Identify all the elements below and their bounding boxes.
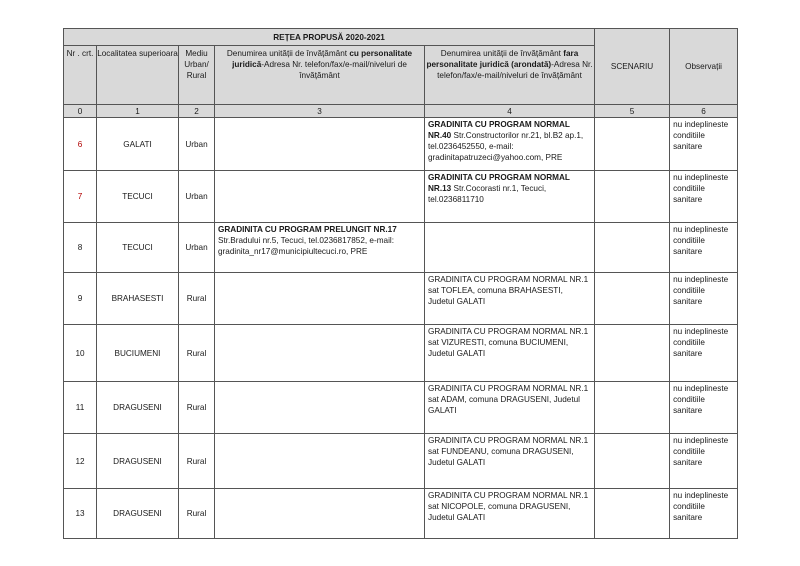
row-observatii: nu indeplineste conditiile sanitare bbox=[670, 223, 738, 273]
row-scenariu bbox=[595, 171, 670, 223]
row-mediu: Rural bbox=[179, 273, 215, 325]
row-localitatea: DRAGUSENI bbox=[97, 489, 179, 539]
table-row bbox=[64, 382, 738, 434]
network-table bbox=[63, 28, 738, 539]
row-localitatea: DRAGUSENI bbox=[97, 434, 179, 489]
row-unit-pj bbox=[215, 118, 425, 171]
row-localitatea: BUCIUMENI bbox=[97, 325, 179, 382]
header-mediu: Mediu Urban/ Rural bbox=[179, 46, 215, 105]
column-number: 3 bbox=[215, 105, 425, 118]
row-number: 9 bbox=[64, 273, 97, 325]
row-number: 10 bbox=[64, 325, 97, 382]
row-scenariu bbox=[595, 223, 670, 273]
header-unit-pj: Denumirea unității de învățământ cu personalitate juridică-Adresa Nr. telefon/fax/e-mail/niveluri de învățământ bbox=[215, 46, 425, 105]
row-mediu: Urban bbox=[179, 171, 215, 223]
table-row bbox=[64, 118, 738, 171]
row-unit-pj: GRADINITA CU PROGRAM PRELUNGIT NR.17 Str.Bradului nr.5, Tecuci, tel.0236817852, e-mail: gradinita_nr17@municipiultecuci.ro, PRE bbox=[215, 223, 425, 273]
row-scenariu bbox=[595, 489, 670, 539]
row-unit-pj bbox=[215, 171, 425, 223]
row-scenariu bbox=[595, 273, 670, 325]
header-nr: Nr . crt. bbox=[64, 46, 97, 105]
row-unit-pj bbox=[215, 273, 425, 325]
row-localitatea: DRAGUSENI bbox=[97, 382, 179, 434]
row-unit-pj bbox=[215, 325, 425, 382]
table-row bbox=[64, 273, 738, 325]
row-unit-arondata: GRADINITA CU PROGRAM NORMAL NR.1 sat FUNDEANU, comuna DRAGUSENI, Judetul GALATI bbox=[425, 434, 595, 489]
column-number: 5 bbox=[595, 105, 670, 118]
table-title: REȚEA PROPUSĂ 2020-2021 bbox=[64, 29, 595, 46]
row-unit-arondata: GRADINITA CU PROGRAM NORMAL NR.13 Str.Cocorasti nr.1, Tecuci, tel.0236811710 bbox=[425, 171, 595, 223]
row-unit-arondata: GRADINITA CU PROGRAM NORMAL NR.1 sat ADAM, comuna DRAGUSENI, Judetul GALATI bbox=[425, 382, 595, 434]
column-number: 2 bbox=[179, 105, 215, 118]
header-localitatea: Localitatea superioara bbox=[97, 46, 179, 105]
row-number: 13 bbox=[64, 489, 97, 539]
header-observatii: Observații bbox=[670, 29, 738, 105]
table-row bbox=[64, 434, 738, 489]
row-observatii: nu indeplineste conditiile sanitare bbox=[670, 489, 738, 539]
column-number: 4 bbox=[425, 105, 595, 118]
row-unit-arondata: GRADINITA CU PROGRAM NORMAL NR.1 sat TOFLEA, comuna BRAHASESTI, Judetul GALATI bbox=[425, 273, 595, 325]
row-scenariu bbox=[595, 434, 670, 489]
row-localitatea: BRAHASESTI bbox=[97, 273, 179, 325]
column-number-row bbox=[64, 105, 738, 118]
row-number: 6 bbox=[64, 118, 97, 171]
row-number: 7 bbox=[64, 171, 97, 223]
row-number: 11 bbox=[64, 382, 97, 434]
row-number: 8 bbox=[64, 223, 97, 273]
row-number: 12 bbox=[64, 434, 97, 489]
row-observatii: nu indeplineste conditiile sanitare bbox=[670, 325, 738, 382]
row-localitatea: TECUCI bbox=[97, 223, 179, 273]
row-scenariu bbox=[595, 382, 670, 434]
row-mediu: Urban bbox=[179, 118, 215, 171]
row-unit-pj bbox=[215, 489, 425, 539]
row-mediu: Urban bbox=[179, 223, 215, 273]
row-localitatea: GALATI bbox=[97, 118, 179, 171]
row-observatii: nu indeplineste conditiile sanitare bbox=[670, 434, 738, 489]
row-unit-arondata: GRADINITA CU PROGRAM NORMAL NR.1 sat VIZURESTI, comuna BUCIUMENI, Judetul GALATI bbox=[425, 325, 595, 382]
row-observatii: nu indeplineste conditiile sanitare bbox=[670, 382, 738, 434]
row-observatii: nu indeplineste conditiile sanitare bbox=[670, 171, 738, 223]
row-unit-arondata: GRADINITA CU PROGRAM NORMAL NR.40 Str.Constructorilor nr.21, bl.B2 ap.1, tel.0236452550, e-mail: gradinitapatruzeci@yahoo.com, PRE bbox=[425, 118, 595, 171]
row-localitatea: TECUCI bbox=[97, 171, 179, 223]
row-unit-pj bbox=[215, 434, 425, 489]
row-scenariu bbox=[595, 118, 670, 171]
table-row bbox=[64, 325, 738, 382]
row-unit-pj bbox=[215, 382, 425, 434]
row-scenariu bbox=[595, 325, 670, 382]
row-mediu: Rural bbox=[179, 489, 215, 539]
header-scenariu: SCENARIU bbox=[595, 29, 670, 105]
row-unit-arondata bbox=[425, 223, 595, 273]
column-number: 6 bbox=[670, 105, 738, 118]
row-observatii: nu indeplineste conditiile sanitare bbox=[670, 118, 738, 171]
column-number: 1 bbox=[97, 105, 179, 118]
column-number: 0 bbox=[64, 105, 97, 118]
table-row bbox=[64, 171, 738, 223]
row-observatii: nu indeplineste conditiile sanitare bbox=[670, 273, 738, 325]
row-unit-arondata: GRADINITA CU PROGRAM NORMAL NR.1 sat NICOPOLE, comuna DRAGUSENI, Judetul GALATI bbox=[425, 489, 595, 539]
table-row bbox=[64, 223, 738, 273]
row-mediu: Rural bbox=[179, 325, 215, 382]
row-mediu: Rural bbox=[179, 434, 215, 489]
header-unit-arondata: Denumirea unității de învățământ fara personalitate juridică (arondată)-Adresa Nr. telefon/fax/e-mail/niveluri de învățământ bbox=[425, 46, 595, 105]
table-row bbox=[64, 489, 738, 539]
row-mediu: Rural bbox=[179, 382, 215, 434]
